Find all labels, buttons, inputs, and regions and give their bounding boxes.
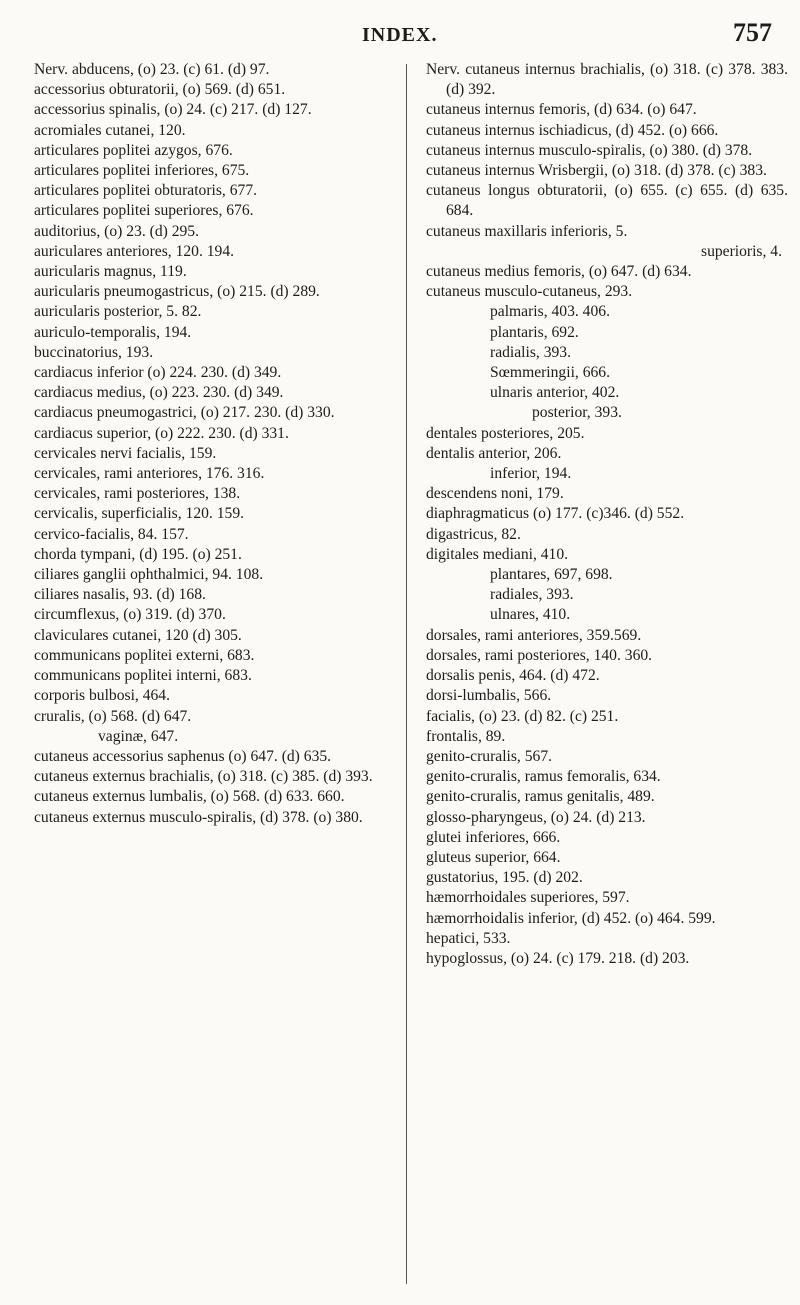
index-entry: auricularis magnus, 119. — [34, 263, 187, 281]
index-entry: hypoglossus, (o) 24. (c) 179. 218. (d) 203. — [426, 949, 690, 967]
index-entry: auriculares anteriores, 120. 194. — [34, 242, 235, 260]
index-entry: descendens noni, 179. — [426, 485, 564, 503]
index-column-right — [426, 60, 788, 969]
index-entry: inferior, 194. — [490, 465, 572, 483]
index-entry: ulnaris anterior, 402. — [490, 384, 620, 402]
index-entry: cervicales, rami posteriores, 138. — [34, 485, 241, 503]
index-entry: cutaneus externus brachialis, (o) 318. (c) 385. (d) 393. — [34, 768, 373, 786]
index-entry: Nerv. cutaneus internus brachialis, (o) 318. (c) 378. 383. (d) 392. — [426, 61, 788, 99]
index-entry: cutaneus longus obturatorii, (o) 655. (c) 655. (d) 635. 684. — [426, 182, 788, 220]
index-entry: auditorius, (o) 23. (d) 295. — [34, 222, 200, 240]
index-entry: genito-cruralis, 567. — [426, 747, 553, 765]
index-entry: circumflexus, (o) 319. (d) 370. — [34, 606, 226, 624]
index-entry: ulnares, 410. — [490, 606, 571, 624]
index-entry: cardiacus pneumogastrici, (o) 217. 230. (d) 330. — [34, 404, 335, 422]
index-entry: glosso-pharyngeus, (o) 24. (d) 213. — [426, 808, 646, 826]
index-entry: cutaneus internus femoris, (d) 634. (o) 647. — [426, 101, 697, 119]
index-entry: communicans poplitei externi, 683. — [34, 646, 255, 664]
index-entry: articulares poplitei azygos, 676. — [34, 141, 233, 159]
index-entry: genito-cruralis, ramus femoralis, 634. — [426, 768, 661, 786]
index-entry: plantaris, 692. — [490, 323, 579, 341]
index-entry: Nerv. abducens, (o) 23. (c) 61. (d) 97. — [34, 61, 270, 78]
index-entry: genito-cruralis, ramus genitalis, 489. — [426, 788, 655, 806]
index-entry: cardiacus medius, (o) 223. 230. (d) 349. — [34, 384, 284, 402]
index-entry: plantares, 697, 698. — [490, 566, 613, 584]
index-entry: dentalis anterior, 206. — [426, 444, 562, 462]
index-entry: auricularis pneumogastricus, (o) 215. (d) 289. — [34, 283, 320, 301]
index-entry: gluteus superior, 664. — [426, 848, 561, 866]
index-entry: auriculo-temporalis, 194. — [34, 323, 192, 341]
index-entry: facialis, (o) 23. (d) 82. (c) 251. — [426, 707, 619, 725]
index-entry: radialis, 393. — [490, 343, 571, 361]
index-entry: articulares poplitei superiores, 676. — [34, 202, 254, 220]
index-entry: cutaneus musculo-cutaneus, 293. — [426, 283, 633, 301]
index-entry: diaphragmaticus (o) 177. (c)346. (d) 552. — [426, 505, 685, 523]
index-entry: superioris, 4. — [701, 242, 782, 260]
index-entry: Sœmmeringii, 666. — [490, 364, 610, 382]
index-entry: palmaris, 403. 406. — [490, 303, 610, 321]
index-entry: gustatorius, 195. (d) 202. — [426, 869, 583, 887]
index-entry: acromiales cutanei, 120. — [34, 121, 186, 139]
index-entry: cervicales nervi facialis, 159. — [34, 444, 217, 462]
index-entry: digitales mediani, 410. — [426, 545, 569, 563]
index-entry: cutaneus medius femoris, (o) 647. (d) 634. — [426, 263, 692, 281]
index-entry: digastricus, 82. — [426, 525, 521, 543]
page-title: INDEX. — [362, 24, 438, 46]
index-entry: articulares poplitei inferiores, 675. — [34, 162, 250, 180]
index-entry: corporis bulbosi, 464. — [34, 687, 171, 705]
index-entry: cutaneus externus musculo-spiralis, (d) 378. (o) 380. — [34, 808, 363, 826]
index-entry: chorda tympani, (d) 195. (o) 251. — [34, 545, 242, 563]
index-entry: dentales posteriores, 205. — [426, 424, 585, 442]
index-entry: cutaneus internus Wrisbergii, (o) 318. (d) 378. (c) 383. — [426, 162, 767, 180]
index-entry: frontalis, 89. — [426, 727, 506, 745]
running-head — [0, 18, 800, 54]
index-entry: cervico-facialis, 84. 157. — [34, 525, 189, 543]
index-entry: cutaneus internus ischiadicus, (d) 452. (o) 666. — [426, 121, 719, 139]
index-entry: cutaneus maxillaris inferioris, 5. — [426, 222, 628, 240]
index-entry: cardiacus inferior (o) 224. 230. (d) 349. — [34, 364, 282, 382]
index-entry: cutaneus externus lumbalis, (o) 568. (d) 633. 660. — [34, 788, 345, 806]
index-entry: glutei inferiores, 666. — [426, 828, 561, 846]
index-entry: hæmorrhoidalis inferior, (d) 452. (o) 464. 599. — [426, 909, 716, 927]
index-entry: radiales, 393. — [490, 586, 574, 604]
page-number: 757 — [733, 18, 772, 47]
index-column-left — [34, 60, 396, 828]
index-entry: cervicalis, superficialis, 120. 159. — [34, 505, 245, 523]
index-entry: articulares poplitei obturatoris, 677. — [34, 182, 258, 200]
index-entry: dorsales, rami anteriores, 359.569. — [426, 626, 642, 644]
column-divider — [406, 64, 407, 1284]
index-entry: accessorius spinalis, (o) 24. (c) 217. (d) 127. — [34, 101, 312, 119]
index-entry: ciliares nasalis, 93. (d) 168. — [34, 586, 206, 604]
index-entry: vaginæ, 647. — [98, 727, 179, 745]
index-entry: auricularis posterior, 5. 82. — [34, 303, 202, 321]
index-entry: cutaneus internus musculo-spiralis, (o) 380. (d) 378. — [426, 141, 753, 159]
index-entry: hepatici, 533. — [426, 929, 511, 947]
index-entry: cruralis, (o) 568. (d) 647. — [34, 707, 192, 725]
index-entry: cardiacus superior, (o) 222. 230. (d) 331. — [34, 424, 289, 442]
index-entry: claviculares cutanei, 120 (d) 305. — [34, 626, 242, 644]
index-entry: hæmorrhoidales superiores, 597. — [426, 889, 630, 907]
index-entry: communicans poplitei interni, 683. — [34, 667, 252, 685]
index-entry: ciliares ganglii ophthalmici, 94. 108. — [34, 566, 264, 584]
index-entry: cervicales, rami anteriores, 176. 316. — [34, 465, 265, 483]
index-entry: dorsalis penis, 464. (d) 472. — [426, 667, 600, 685]
index-entry: posterior, 393. — [532, 404, 622, 422]
index-entry: buccinatorius, 193. — [34, 343, 154, 361]
index-entry: dorsales, rami posteriores, 140. 360. — [426, 646, 653, 664]
index-entry: accessorius obturatorii, (o) 569. (d) 651. — [34, 81, 286, 99]
index-entry: dorsi-lumbalis, 566. — [426, 687, 552, 705]
index-entry: cutaneus accessorius saphenus (o) 647. (d) 635. — [34, 747, 332, 765]
